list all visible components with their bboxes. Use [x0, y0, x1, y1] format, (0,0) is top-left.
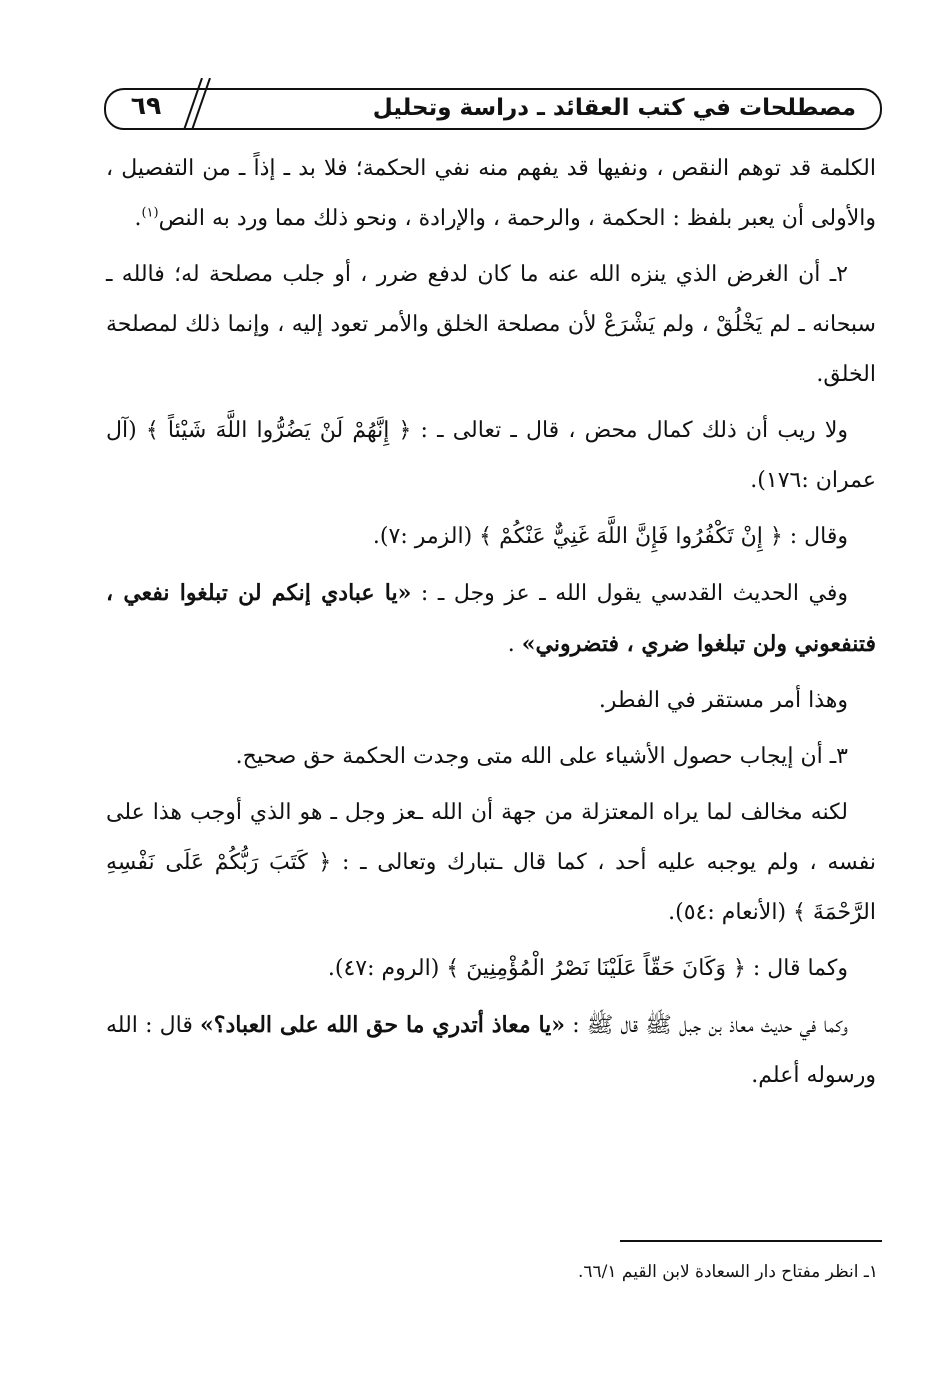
footnote-reference: (١): [141, 205, 159, 221]
paragraph-10-lead: وكما في حديث معاذ بن جبل ﷺ قال ﷺ :: [565, 1013, 848, 1038]
paragraph-7: ٣ـ أن إيجاب حصول الأشياء على الله متى وجدت الحكمة حق صحيح.: [235, 744, 848, 769]
paragraph-1-end: .: [134, 206, 142, 231]
paragraph-6: وهذا أمر مستقر في الفطر.: [598, 688, 848, 713]
running-header: [104, 78, 880, 130]
paragraph-10: [106, 1000, 876, 1101]
hadith-quote-2: «يا معاذ أتدري ما حق الله على العباد؟»: [200, 1012, 566, 1038]
paragraph-9: وكما قال : ﴿ وَكَانَ حَقّاً عَلَيْنَا نَصْرُ الْمُؤْمِنِينَ ﴾ (الروم :٤٧).: [327, 956, 848, 981]
page-number: ٦٩: [130, 91, 162, 120]
paragraph-3: ولا ريب أن ذلك كمال محض ، قال ـ تعالى ـ : ﴿ إِنَّهُمْ لَنْ يَضُرُّوا اللَّهَ شَيْئاً ﴾ (آل عمران :١٧٦).: [106, 418, 876, 493]
footnote: ١ـ انظر مفتاح دار السعادة لابن القيم ٦٦/١.: [578, 1262, 878, 1282]
running-title: مصطلحات في كتب العقائد ـ دراسة وتحليل: [372, 95, 856, 121]
paragraph-2: ٢ـ أن الغرض الذي ينزه الله عنه ما كان لدفع ضرر ، أو جلب مصلحة له؛ فالله ـ سبحانه ـ لم يَخْلُقْ ، ولم يَشْرَعْ لأن مصلحة الخلق والأمر تعود إليه ، وإنما ذلك لمصلحة الخلق.: [106, 262, 876, 387]
paragraph-1: [106, 144, 876, 244]
paragraph-5-lead: وفي الحديث القدسي يقول الله ـ عز وجل ـ :: [411, 581, 848, 606]
footnote-separator: [620, 1240, 882, 1242]
paragraph-5-end: .: [507, 632, 522, 657]
hadith-quote-1: «يا عبادي إنكم لن تبلغوا نفعي ، فتنفعوني ولن تبلغوا ضري ، فتضروني»: [106, 580, 876, 657]
paragraph-8: لكنه مخالف لما يراه المعتزلة من جهة أن الله ـعز وجل ـ هو الذي أوجب هذا على نفسه ، ولم يوجبه عليه أحد ، كما قال ـتبارك وتعالى ـ : ﴿ كَتَبَ رَبُّكُمْ عَلَى نَفْسِهِ الرَّحْمَةَ ﴾ (الأنعام :٥٤).: [106, 800, 876, 925]
paragraph-10-end: قال : الله ورسوله أعلم.: [106, 1013, 876, 1088]
paragraph-4: وقال : ﴿ إِنْ تَكْفُرُوا فَإِنَّ اللَّهَ غَنِيٌّ عَنْكُمْ ﴾ (الزمر :٧).: [372, 524, 848, 549]
paragraph-1-text: الكلمة قد توهم النقص ، ونفيها قد يفهم منه نفي الحكمة؛ فلا بد ـ إذاً ـ من التفصيل ، والأولى أن يعبر بلفظ : الحكمة ، والرحمة ، والإرادة ، ونحو ذلك مما ورد به النص: [106, 156, 876, 231]
main-text: [106, 144, 876, 1107]
paragraph-5: [106, 568, 876, 670]
